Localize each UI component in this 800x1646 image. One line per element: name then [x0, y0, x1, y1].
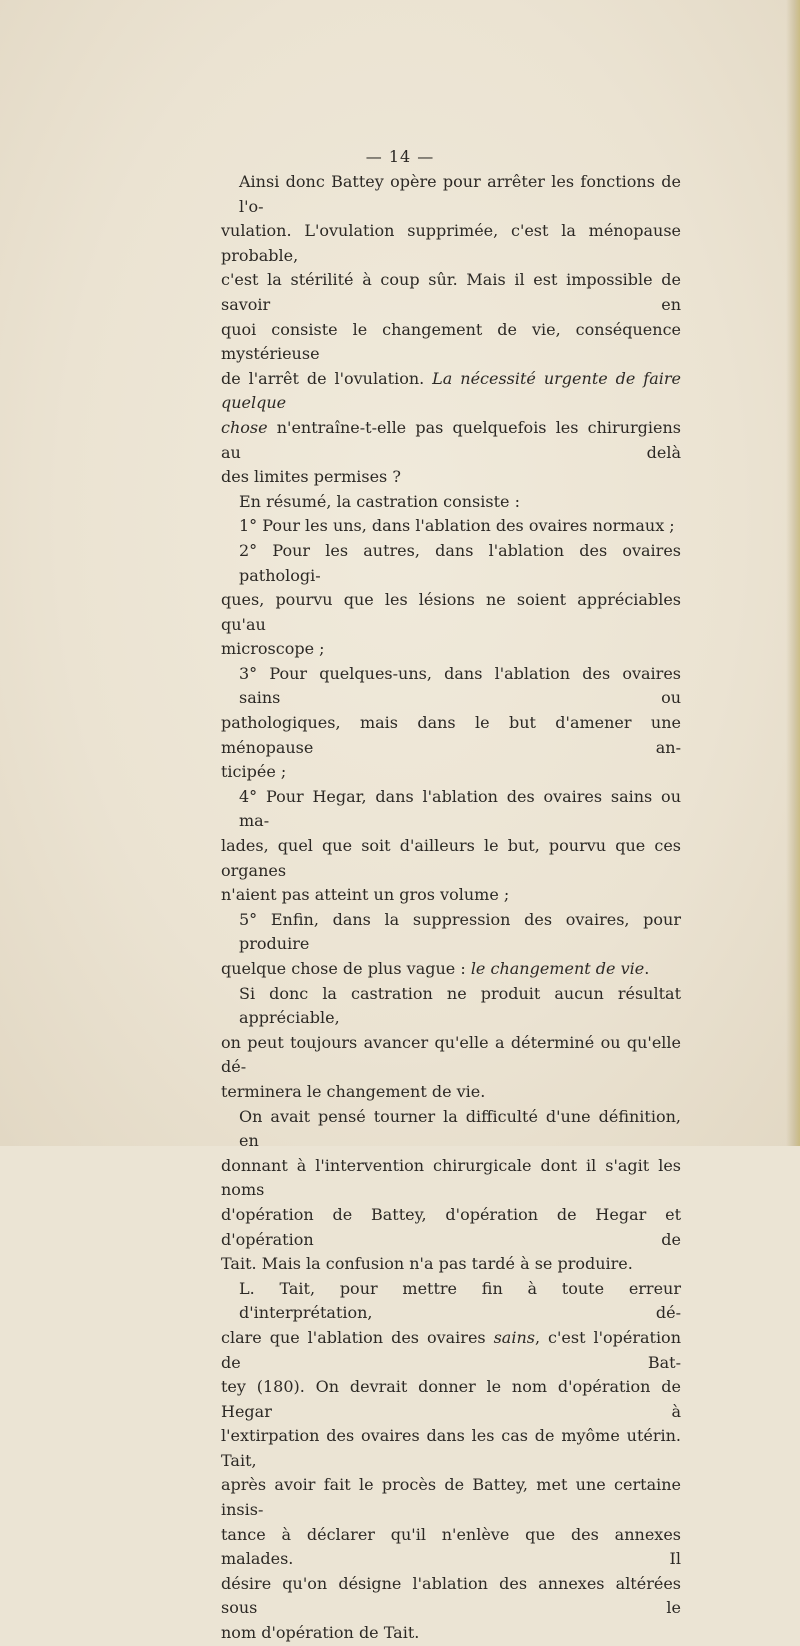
text-line	[221, 170, 681, 219]
text-run: 2° Pour les autres, dans l'ablation des ovaires pathologi-	[239, 540, 681, 585]
text-run: des limites permises ?	[221, 467, 401, 487]
text-run: En résumé, la castration consiste :	[239, 491, 520, 511]
text-run: 3° Pour quelques-uns, dans l'ablation des ovaires sains ou	[239, 663, 681, 708]
text-line	[221, 1203, 681, 1252]
text-line	[221, 514, 681, 539]
text-run: de l'arrêt de l'ovulation.	[221, 368, 433, 388]
text-line	[221, 1326, 681, 1375]
text-line	[221, 1621, 681, 1646]
text-line	[221, 1572, 681, 1621]
text-line	[221, 318, 681, 367]
text-line	[221, 367, 681, 416]
text-line	[221, 416, 681, 465]
text-line	[221, 1424, 681, 1473]
text-line	[221, 957, 681, 982]
text-run: Ainsi donc Battey opère pour arrêter les fonctions de l'o-	[239, 172, 681, 216]
text-run: quelque chose de plus vague :	[221, 959, 471, 978]
text-run: ticipée ;	[221, 762, 287, 782]
body-text	[221, 170, 681, 1646]
text-line	[221, 1277, 681, 1326]
text-line	[221, 1252, 681, 1277]
text-line	[221, 1523, 681, 1572]
text-line	[221, 268, 681, 317]
text-run: désire qu'on désigne l'ablation des annexes altérées sous le	[221, 1573, 681, 1618]
text-run: on peut toujours avancer qu'elle a déterminé ou qu'elle dé-	[221, 1032, 681, 1077]
text-run: tey (180). On devrait donner le nom d'opération de Hegar à	[221, 1377, 681, 1421]
text-line	[221, 1473, 681, 1522]
text-run: Si donc la castration ne produit aucun résultat appréciable,	[239, 983, 681, 1028]
text-line	[221, 908, 681, 957]
text-run: d'opération de Battey, d'opération de Hegar et d'opération de	[221, 1204, 681, 1249]
text-run: pathologiques, mais dans le but d'amener une ménopause an-	[221, 713, 681, 757]
text-run: 5° Enfin, dans la suppression des ovaires, pour produire	[239, 909, 681, 954]
text-run: c'est la stérilité à coup sûr. Mais il est impossible de savoir en	[221, 270, 681, 314]
text-line	[221, 711, 681, 760]
text-line	[221, 785, 681, 834]
text-line	[221, 1375, 681, 1424]
page-number: — 14 —	[365, 147, 435, 166]
text-run: On avait pensé tourner la difficulté d'une définition, en	[239, 1106, 681, 1151]
text-line	[221, 465, 681, 490]
text-run: clare que l'ablation des ovaires	[221, 1327, 494, 1347]
italic-text: chose	[221, 417, 268, 437]
text-line	[221, 662, 681, 711]
text-line	[221, 834, 681, 883]
text-run: 4° Pour Hegar, dans l'ablation des ovaires sains ou ma-	[239, 786, 681, 831]
text-run: nom d'opération de Tait.	[221, 1623, 420, 1643]
text-run: , c'est l'opération de Bat-	[221, 1327, 681, 1372]
text-line	[221, 1154, 681, 1203]
text-line	[221, 1080, 681, 1105]
text-run: .	[644, 959, 650, 978]
italic-text: le changement de vie	[470, 959, 645, 978]
text-run: microscope ;	[221, 639, 325, 659]
text-run: 1° Pour les uns, dans l'ablation des ovaires normaux ;	[239, 516, 675, 536]
text-run: L. Tait, pour mettre fin à toute erreur d'interprétation, dé-	[239, 1278, 681, 1323]
text-run: l'extirpation des ovaires dans les cas de myôme utérin. Tait,	[221, 1426, 681, 1470]
text-run: donnant à l'intervention chirurgicale dont il s'agit les noms	[221, 1155, 681, 1200]
text-line	[221, 490, 681, 515]
italic-text: La nécessité urgente de faire quelque	[221, 368, 681, 413]
text-line	[221, 982, 681, 1031]
text-run: ques, pourvu que les lésions ne soient appréciables qu'au	[221, 590, 681, 634]
page-edge-shadow	[786, 0, 800, 1146]
italic-text: sains	[493, 1327, 535, 1347]
text-run: n'entraîne-t-elle pas quelquefois les chirurgiens au delà	[221, 417, 681, 462]
text-line	[221, 1031, 681, 1080]
text-line	[221, 760, 681, 785]
text-line	[221, 219, 681, 268]
text-run: après avoir fait le procès de Battey, met une certaine insis-	[221, 1475, 681, 1520]
text-line	[221, 883, 681, 908]
text-line	[221, 637, 681, 662]
text-run: Tait. Mais la confusion n'a pas tardé à se produire.	[221, 1254, 633, 1274]
text-run: n'aient pas atteint un gros volume ;	[221, 885, 510, 905]
text-run: quoi consiste le changement de vie, conséquence mystérieuse	[221, 319, 681, 364]
text-run: tance à déclarer qu'il n'enlève que des annexes malades. Il	[221, 1524, 681, 1569]
text-run: terminera le changement de vie.	[221, 1081, 486, 1101]
text-run: vulation. L'ovulation supprimée, c'est la ménopause probable,	[221, 221, 681, 265]
text-line	[221, 588, 681, 637]
text-line	[221, 539, 681, 588]
text-line	[221, 1105, 681, 1154]
text-run: lades, quel que soit d'ailleurs le but, pourvu que ces organes	[221, 836, 681, 880]
